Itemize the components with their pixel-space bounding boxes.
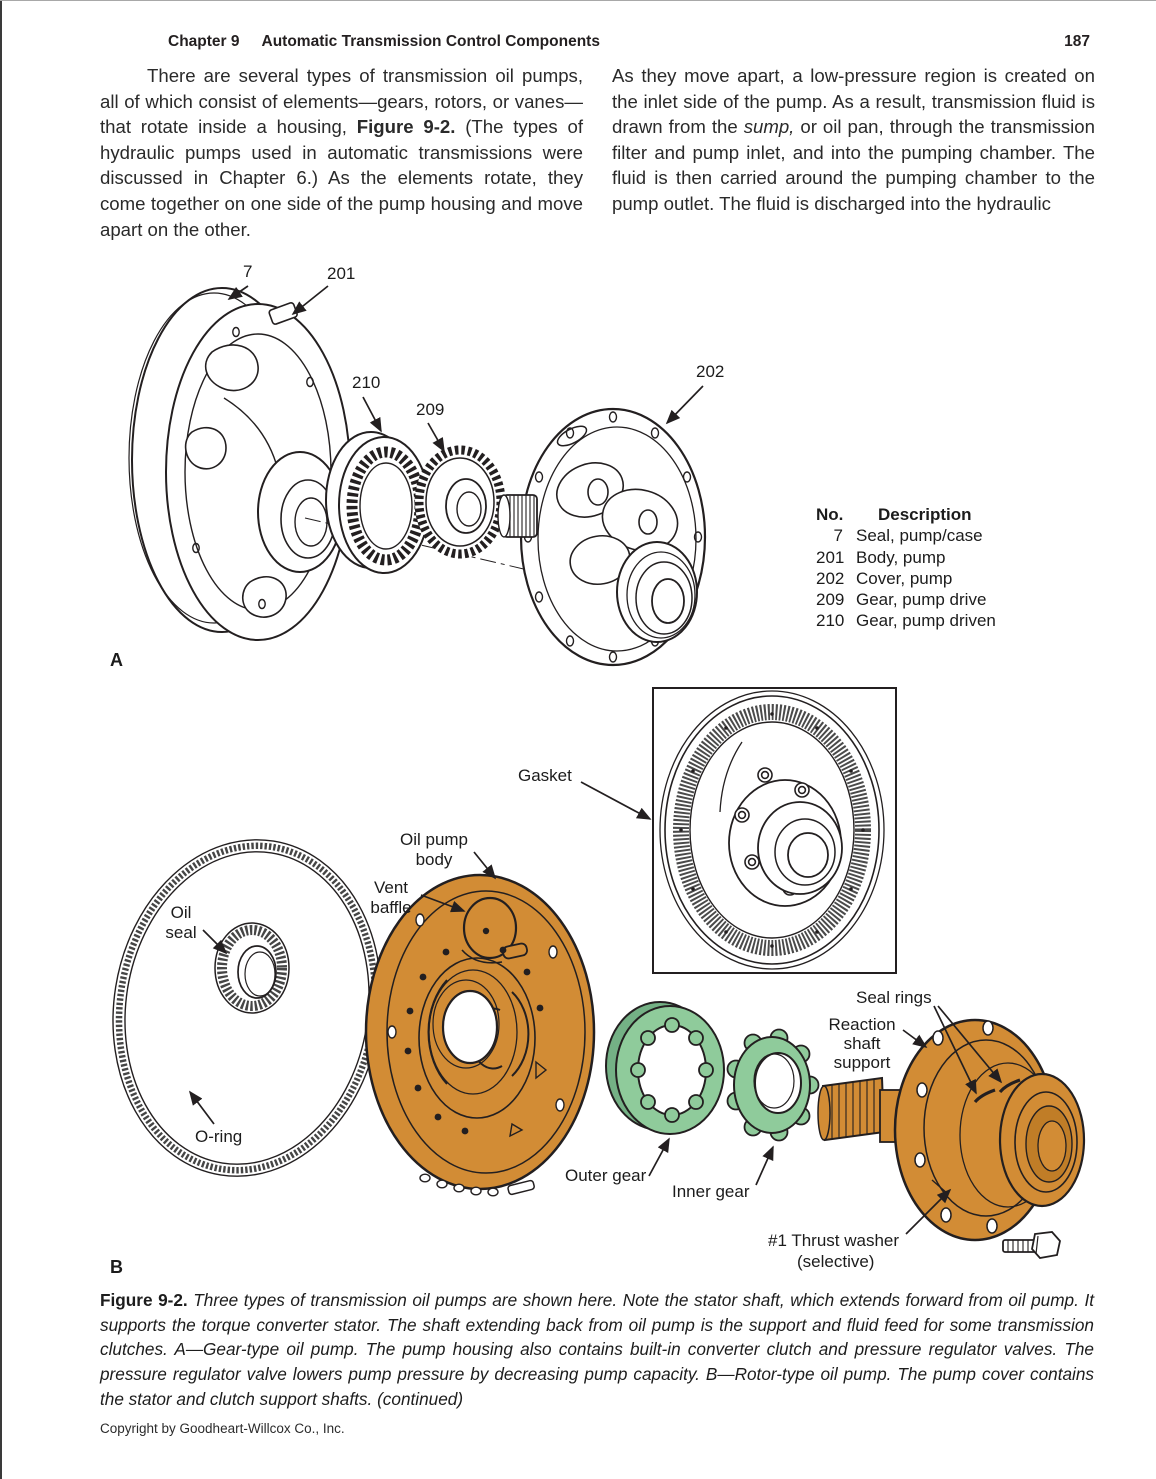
table-row: 209 Gear, pump drive <box>816 590 987 610</box>
col-no-header: No. <box>816 505 844 524</box>
label-seal-rings: Seal rings <box>856 988 932 1007</box>
figure-caption <box>100 1288 1094 1412</box>
drive-gear-drawing <box>415 446 505 558</box>
body-text: There are several types of transmission oil pumps, all of which consist of elements—gears, rotors, or vanes—that rotate inside a housing, <box>100 65 583 138</box>
label-outer-gear: Outer gear <box>565 1166 647 1185</box>
label-oil-seal: Oil seal <box>165 903 197 942</box>
table-row: 201 Body, pump <box>816 547 946 567</box>
chapter-title: Automatic Transmission Control Components <box>261 33 600 50</box>
body-text: (The types of hydraulic pumps used in automatic transmissions were discussed in Chapter 6.) As the elements rotate, they come together on one side of the pump housing and move apart on the other. <box>100 116 583 240</box>
page-number: 187 <box>1064 33 1090 50</box>
figure-reference: Figure 9-2. <box>356 116 456 138</box>
callout-202: 202 <box>696 362 725 381</box>
label-thrust-washer: #1 Thrust washer <box>768 1231 900 1250</box>
callout-7: 7 <box>243 262 253 281</box>
pump-cover-drawing <box>521 409 705 665</box>
label-o-ring: O-ring <box>195 1127 243 1146</box>
oil-pump-body-drawing <box>366 875 594 1196</box>
chapter-number: Chapter 9 <box>168 33 240 50</box>
body-text: or oil pan, through the transmission filter and pump inlet, and into the pumping chamber. The fluid is then carried around the pumping chamber to the pump outlet. The fluid is discharged into the hydraulic <box>612 116 1095 214</box>
body-column-right <box>612 63 1095 217</box>
panel-label-b: B <box>110 1257 123 1277</box>
col-description-header: Description <box>878 505 972 524</box>
label-gasket: Gasket <box>518 766 572 785</box>
parts-table <box>816 504 996 632</box>
label-inner-gear: Inner gear <box>672 1182 750 1201</box>
table-row: 210 Gear, pump driven <box>816 611 996 631</box>
label-vent-baffle: Vent baffle <box>370 878 412 917</box>
callout-210: 210 <box>352 373 381 392</box>
label-reaction-shaft-support: Reaction shaft support <box>828 1015 896 1072</box>
bolt-drawing <box>1003 1232 1060 1258</box>
outer-gear-drawing <box>606 1002 724 1134</box>
label-thrust-washer-selective: (selective) <box>797 1252 875 1271</box>
body-text: As they move apart, a low-pressure region is created on the inlet side of the pump. As a result, transmission fluid is drawn from the <box>612 65 1095 138</box>
callout-209: 209 <box>416 400 445 419</box>
stator-shaft-spline-drawing <box>498 495 537 537</box>
callout-201: 201 <box>327 264 356 283</box>
gear-pump-exploded-drawing <box>129 286 705 665</box>
glossary-term: sump, <box>743 116 795 138</box>
pump-body-and-seal-drawing <box>129 288 350 640</box>
figure-caption-label: Figure 9-2. <box>100 1290 188 1310</box>
table-row: 202 Cover, pump <box>816 568 953 588</box>
driven-gear-drawing <box>326 432 429 573</box>
label-oil-pump-body: Oil pump body <box>399 830 469 869</box>
copyright-line: Copyright by Goodheart-Willcox Co., Inc. <box>100 1421 345 1436</box>
parts-table-header <box>816 504 996 525</box>
oil-seal-drawing <box>215 923 289 1013</box>
table-row: 7 Seal, pump/case <box>833 526 983 546</box>
running-header <box>168 33 600 51</box>
panel-label-a: A <box>110 650 123 670</box>
inner-gear-drawing <box>728 1030 819 1141</box>
gasket-inset-drawing <box>653 688 896 973</box>
figure-caption-text: Three types of transmission oil pumps are shown here. Note the stator shaft, which extends forward from oil pump. It supports the torque converter stator. The shaft extending back from oil pump is the support and fluid feed for some transmission clutches. A—Gear-type oil pump. The pump housing also contains built-in converter clutch and pressure regulator valves. The pressure regulator valve lowers pump pressure by decreasing pump capacity. B—Rotor-type oil pump. The pump cover contains the stator and clutch support shafts. (continued) <box>100 1290 1094 1409</box>
body-column-left <box>100 63 583 242</box>
